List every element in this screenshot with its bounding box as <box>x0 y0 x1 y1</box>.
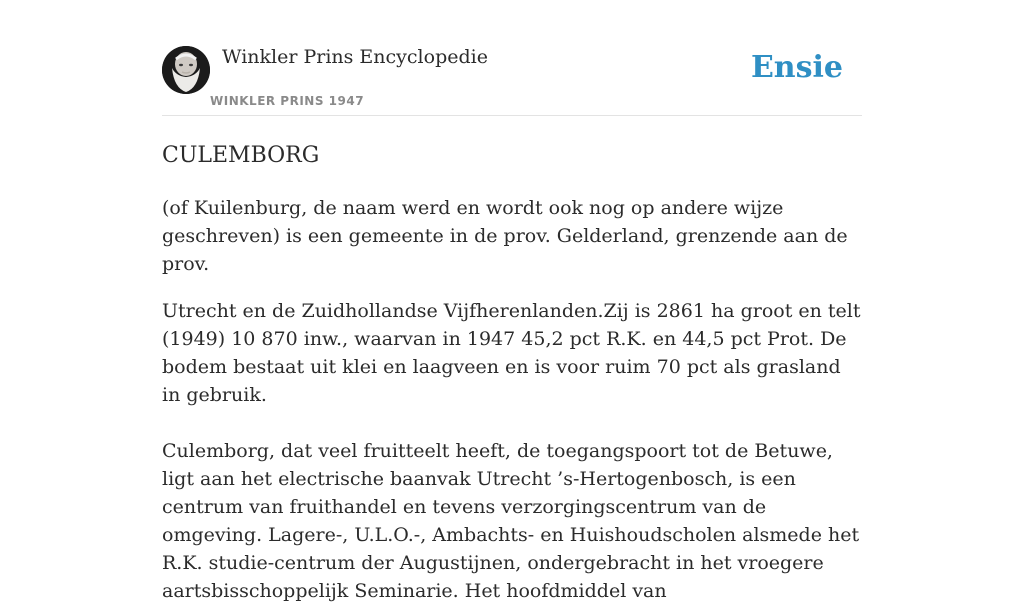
article-paragraph-2: Utrecht en de Zuidhollandse Vijfherenlanden.Zij is 2861 ha groot en telt (1949) 10 870 inw., waarvan in 1947 45,2 pct R.K. en 44,5 pct Prot. De bodem bestaat uit klei en laagveen en is voor ruim 70 pct als grasland in gebruik. <box>162 300 861 406</box>
article-paragraph-1: (of Kuilenburg, de naam werd en wordt ook nog op andere wijze geschreven) is een gemeente in de prov. Gelderland, grenzende aan de prov. <box>162 197 848 275</box>
bearded-man-portrait-icon <box>162 46 210 94</box>
entry-title: CULEMBORG <box>162 143 320 168</box>
site-header <box>162 0 862 116</box>
brand-logo[interactable]: Ensie <box>750 50 843 85</box>
avatar[interactable] <box>162 46 210 94</box>
edition-label: WINKLER PRINS 1947 <box>210 94 365 108</box>
article-paragraph-3: Culemborg, dat veel fruitteelt heeft, de toegangspoort tot de Betuwe, ligt aan het electrische baanvak Utrecht ’s-Hertogenbosch, is een centrum van fruithandel en tevens verzorgingscentrum van de omgeving. Lagere-, U.L.O.-, Ambachts- en Huishoudscholen alsmede het R.K. studie-centrum der Augustijnen, ondergebracht in het vroegere aartsbisschoppelijk Seminarie. Het hoofdmiddel van <box>162 440 860 602</box>
page <box>162 0 862 605</box>
site-title[interactable]: Winkler Prins Encyclopedie <box>222 46 488 68</box>
